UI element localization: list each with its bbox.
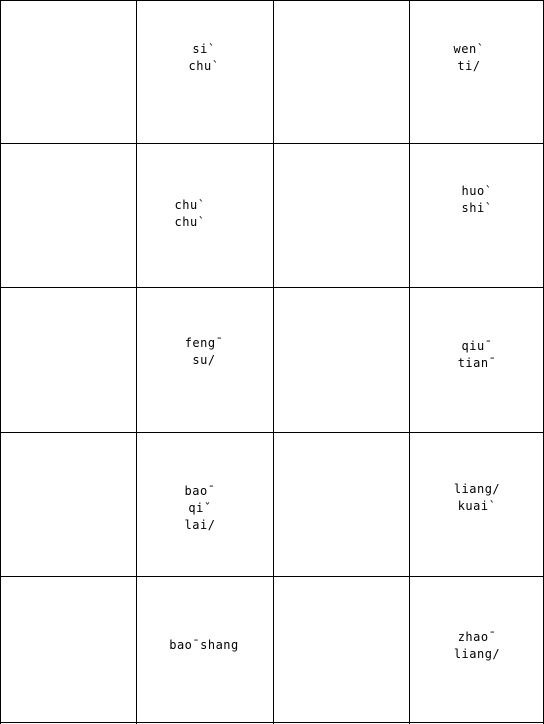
pinyin-syllable: feng¯	[184, 336, 224, 350]
pinyin-syllable: bao¯	[184, 484, 216, 498]
card-r3-c1	[136, 432, 272, 576]
pinyin-syllable: zhao¯	[457, 630, 497, 644]
card-r0-c1	[136, 0, 272, 143]
pinyin-syllable: chu`	[188, 59, 220, 73]
pinyin-syllable: si`	[192, 42, 216, 56]
pinyin-syllable: liang/	[453, 647, 501, 661]
pinyin-syllable: tian¯	[457, 356, 497, 370]
card-r2-c1	[136, 287, 272, 432]
pinyin-syllable: shi`	[461, 201, 493, 215]
pinyin-syllable: liang/	[453, 482, 501, 496]
grid-divider-2	[273, 0, 274, 724]
pinyin-word	[136, 41, 272, 75]
card-r4-c1	[136, 576, 272, 722]
pinyin-word	[401, 41, 537, 75]
pinyin-syllable: chu`	[174, 198, 206, 212]
pinyin-word	[409, 629, 544, 663]
pinyin-word	[409, 183, 544, 217]
card-r1-c3	[409, 143, 544, 287]
pinyin-word	[136, 335, 272, 369]
pinyin-syllable: su/	[192, 353, 216, 367]
card-r2-c3	[409, 287, 544, 432]
pinyin-syllable: qiˇ	[188, 501, 212, 515]
pinyin-syllable: huo`	[461, 184, 493, 198]
pinyin-syllable: wen`	[453, 42, 485, 56]
pinyin-syllable: bao¯shang	[169, 638, 239, 652]
pinyin-syllable: qiu¯	[461, 339, 493, 353]
grid-border-left	[0, 0, 1, 724]
card-r3-c3	[409, 432, 544, 576]
pinyin-word	[132, 483, 268, 534]
pinyin-word	[409, 338, 544, 372]
pinyin-syllable: kuai`	[457, 499, 497, 513]
pinyin-syllable: ti/	[457, 59, 481, 73]
pinyin-word	[136, 637, 272, 654]
card-r4-c3	[409, 576, 544, 722]
pinyin-syllable: lai/	[184, 518, 216, 532]
pinyin-word	[409, 481, 544, 515]
pinyin-word	[122, 197, 258, 231]
card-r0-c3	[409, 0, 544, 143]
card-r1-c1	[136, 143, 272, 287]
grid-border-bottom	[0, 722, 544, 723]
pinyin-syllable: chu`	[174, 215, 206, 229]
